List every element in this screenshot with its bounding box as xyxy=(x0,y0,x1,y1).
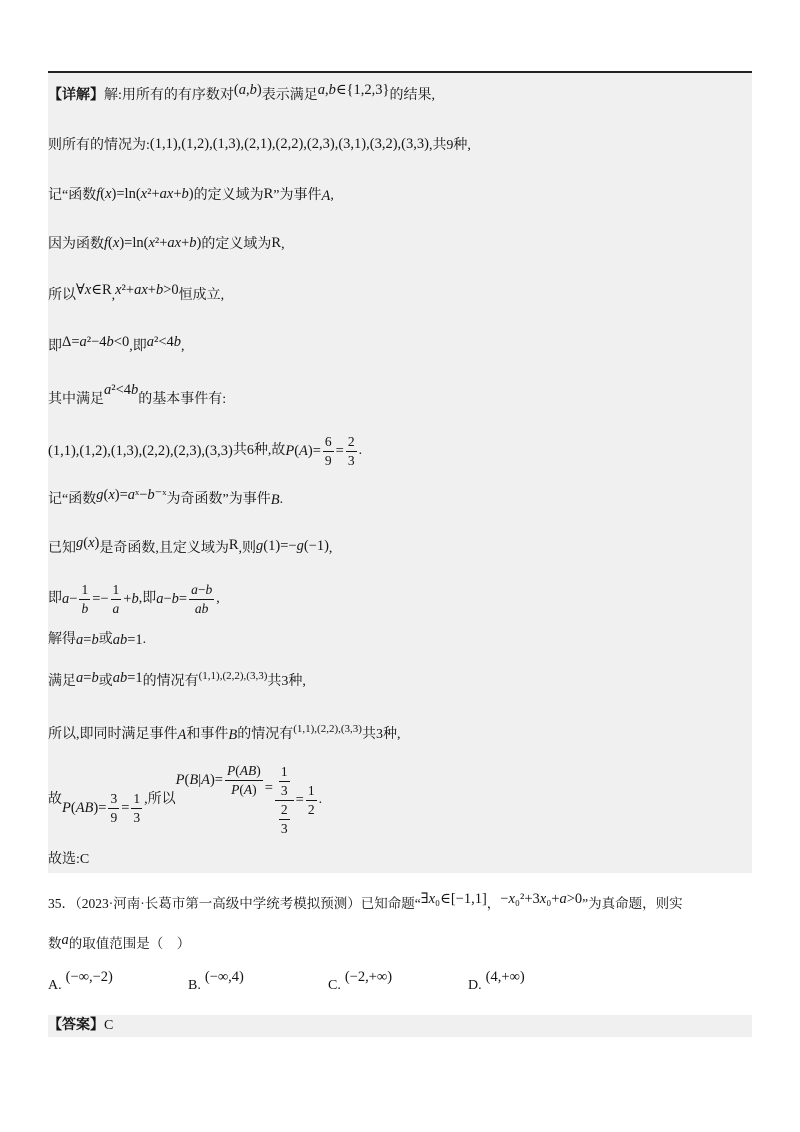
math-variable: b xyxy=(173,334,182,350)
fraction-numerator xyxy=(225,762,263,781)
fraction-denominator xyxy=(323,452,334,470)
text-run: 的取值范围是（ ） xyxy=(68,936,191,951)
math-variable: b xyxy=(189,235,197,251)
fraction xyxy=(279,801,290,838)
text-run: 共3种, xyxy=(361,727,401,742)
math-expression: x²+ax+b>0 xyxy=(115,282,179,298)
math-expression xyxy=(228,726,237,744)
math-variable: A xyxy=(201,772,210,788)
text-run: , xyxy=(330,188,334,203)
text-run: 是奇函数,且定义域为 xyxy=(99,541,229,556)
text-run: 共6种,故 xyxy=(232,443,286,458)
math-variable: P xyxy=(231,781,240,797)
math-expression: P(A)= xyxy=(285,443,321,459)
math-variable: x xyxy=(108,487,115,503)
math-expression: g(x) xyxy=(76,535,100,551)
math-expression: 6 xyxy=(324,433,332,449)
math-variable: b xyxy=(147,487,155,503)
math-variable: ab xyxy=(112,632,128,648)
fraction-denominator xyxy=(306,801,317,819)
math-expression: ∀x∈R xyxy=(76,282,112,298)
math-variable: x xyxy=(112,235,120,251)
text-run: 的结果, xyxy=(389,88,435,103)
text-run: , xyxy=(281,237,285,252)
math-variable: g xyxy=(296,538,304,554)
math-variable: a xyxy=(238,82,246,98)
fraction-numerator xyxy=(306,782,317,801)
answer-shaded-block xyxy=(48,1015,752,1037)
text-run: 共3种, xyxy=(267,674,306,689)
math-expression: 3 xyxy=(133,809,141,825)
math-variable: a xyxy=(104,382,112,398)
math-variable: g xyxy=(96,487,104,503)
math-expression xyxy=(322,187,331,205)
math-variable: P xyxy=(285,443,295,459)
text-run: 即 xyxy=(48,339,62,354)
math-expression: (a,b) xyxy=(233,82,262,98)
math-expression: a−b= xyxy=(156,591,188,607)
math-variable: f xyxy=(104,235,109,251)
math-expression: 1 xyxy=(307,782,315,798)
text-run: 解:用所有的有序数对 xyxy=(104,88,234,103)
text-run: 所以,即同时满足事件 xyxy=(48,727,178,742)
fraction xyxy=(279,763,290,800)
text-run: 的定义域为 xyxy=(193,188,264,203)
math-expression: 1 xyxy=(81,581,89,597)
math-expression: ab=1 xyxy=(112,670,143,686)
math-expression: P(AB) xyxy=(226,762,261,778)
math-variable: A xyxy=(321,188,331,204)
text-run: , xyxy=(216,591,220,606)
math-variable: a xyxy=(79,334,87,350)
math-expression: g(1)=−g(−1) xyxy=(256,538,329,554)
math-variable: ax xyxy=(159,186,174,202)
fraction-denominator xyxy=(279,820,290,838)
text-run: ,共9种, xyxy=(428,138,471,153)
fraction-numerator xyxy=(275,763,294,801)
math-expression: 3 xyxy=(347,452,355,468)
option-label: D. xyxy=(468,978,482,993)
text-run: ,即 xyxy=(138,591,157,606)
math-variable: P xyxy=(226,762,236,778)
math-variable: b xyxy=(91,670,99,686)
math-expression xyxy=(195,601,209,616)
math-variable: ab xyxy=(112,670,128,686)
math-variable: b xyxy=(171,591,179,607)
math-expression: 1 xyxy=(133,790,141,806)
math-expression: a,b∈{1,2,3} xyxy=(317,82,390,98)
math-variable: a xyxy=(191,581,198,597)
text-run: 故 xyxy=(48,792,62,807)
fraction-numerator xyxy=(323,433,334,452)
fraction-numerator xyxy=(189,581,214,600)
option-value: (−∞,4) xyxy=(204,968,244,985)
math-variable: a xyxy=(62,591,70,607)
fraction xyxy=(323,433,334,470)
math-variable: a xyxy=(156,591,164,607)
math-expression: P(A) xyxy=(231,781,257,797)
math-variable: x xyxy=(105,186,112,202)
math-expression xyxy=(178,726,187,744)
math-variable: a xyxy=(127,487,136,503)
text-run: . xyxy=(142,632,147,647)
math-expression: 1 xyxy=(280,763,288,779)
text-run: 表示满足 xyxy=(261,88,318,103)
math-variable: b xyxy=(91,632,99,648)
math-expression: 1 xyxy=(112,581,120,597)
math-variable: g xyxy=(256,538,264,554)
math-variable: x xyxy=(428,891,436,907)
fraction-numerator xyxy=(108,790,119,809)
math-expression: ab=1 xyxy=(112,632,143,648)
math-expression: = xyxy=(335,443,344,459)
text-run: ”为真命题，则实 xyxy=(582,896,683,911)
math-expression: 3 xyxy=(280,782,288,798)
math-variable: B xyxy=(189,772,199,788)
math-variable: a xyxy=(112,600,120,616)
math-variable: P xyxy=(62,800,71,816)
math-variable: x xyxy=(88,535,95,551)
text-run: ， xyxy=(486,896,501,911)
text-run: 满足 xyxy=(48,674,76,689)
math-expression: 9 xyxy=(110,809,118,825)
text-run: 已知 xyxy=(48,541,76,556)
text-run: 解得 xyxy=(48,632,76,647)
option-value: (−∞,−2) xyxy=(65,968,113,985)
fraction-denominator xyxy=(108,809,119,827)
math-expression: ∃x₀∈[−1,1] xyxy=(420,891,487,907)
math-expression: 9 xyxy=(324,452,332,468)
math-variable: g xyxy=(76,535,84,551)
math-expression: R xyxy=(271,235,282,251)
math-variable: a xyxy=(76,670,84,686)
option-label: C. xyxy=(328,978,341,993)
math-variable: ab xyxy=(194,600,209,616)
text-run: 数 xyxy=(48,936,62,951)
text-run: 所以 xyxy=(48,288,76,303)
math-variable: x xyxy=(140,186,148,202)
math-variable: A xyxy=(299,443,308,459)
math-variable: b xyxy=(205,581,213,597)
math-variable: A xyxy=(243,781,253,797)
math-variable: a xyxy=(61,932,69,948)
math-expression: 2 xyxy=(307,801,315,817)
fraction-denominator xyxy=(279,782,290,800)
text-run: , xyxy=(328,541,333,556)
fraction-numerator xyxy=(279,801,290,820)
math-expression: a− xyxy=(62,591,78,607)
answer-label: 【答案】 xyxy=(48,1018,104,1033)
math-expression: 2 xyxy=(280,801,288,817)
text-run: . xyxy=(318,792,323,807)
text-run: . xyxy=(279,492,284,507)
math-variable: b xyxy=(131,382,139,398)
math-expression: Δ=a²−4b<0 xyxy=(62,334,130,350)
option-value: (−2,+∞) xyxy=(344,968,393,985)
fraction-numerator xyxy=(279,763,290,782)
math-expression: (1,1),(2,2),(3,3) xyxy=(198,670,268,682)
math-expression: 3 xyxy=(110,790,118,806)
text-run: 的基本事件有: xyxy=(138,392,227,407)
math-expression: a²<4b xyxy=(104,382,139,398)
text-run: 和事件 xyxy=(186,727,229,742)
math-expression: = xyxy=(121,800,130,816)
math-variable: a xyxy=(559,891,567,907)
text-run: 或 xyxy=(98,632,113,647)
fraction xyxy=(131,790,142,827)
math-expression: R xyxy=(263,186,274,202)
option-value: (4,+∞) xyxy=(485,968,525,985)
text-run: ,则 xyxy=(238,541,257,556)
math-variable: b xyxy=(131,591,139,607)
math-expression: a=b xyxy=(76,670,99,686)
math-variable: x xyxy=(84,282,92,298)
math-variable: x xyxy=(115,282,122,298)
math-expression: 2 xyxy=(347,433,355,449)
text-run: ”为事件 xyxy=(273,188,322,203)
text-run: 或 xyxy=(98,674,113,689)
math-expression: P(B|A)= xyxy=(175,772,223,788)
math-variable: ax xyxy=(134,282,148,298)
text-run: 因为函数 xyxy=(48,237,104,252)
math-expression: (1,1),(1,2),(1,3),(2,1),(2,2),(2,3),(3,1),(3,2),(3,3) xyxy=(149,136,429,152)
math-variable: AB xyxy=(239,762,257,778)
text-run: 35．（2023·河南·长葛市第一高级中学统考模拟预测）已知命题“ xyxy=(48,896,421,911)
text-run: 的情况有 xyxy=(237,727,294,742)
math-expression: (1,1),(1,2),(1,3),(2,2),(2,3),(3,3) xyxy=(48,443,233,459)
fraction xyxy=(306,782,317,819)
math-expression: R xyxy=(228,537,239,553)
text-run: 为奇函数”为事件 xyxy=(166,492,271,507)
option-label: A. xyxy=(48,978,62,993)
fraction-denominator xyxy=(193,600,211,618)
math-variable: AB xyxy=(75,800,94,816)
math-variable: b xyxy=(106,334,114,350)
fraction xyxy=(189,581,214,618)
math-expression: 3 xyxy=(280,820,288,836)
math-expression: −x₀²+3x₀+a>0 xyxy=(500,891,583,907)
fraction xyxy=(275,763,294,838)
math-variable: x xyxy=(508,891,515,907)
math-variable: b xyxy=(328,82,336,98)
fraction xyxy=(108,790,119,827)
math-expression: f(x)=ln(x²+ax+b) xyxy=(104,235,202,251)
math-expression: g(x)=aˣ−b⁻ˣ xyxy=(96,487,167,503)
text-run: ,即 xyxy=(129,339,147,354)
math-variable: b xyxy=(249,82,257,98)
math-expression: = xyxy=(295,792,304,808)
math-expression: f(x)=ln(x²+ax+b) xyxy=(96,186,194,202)
math-variable: B xyxy=(270,492,280,508)
answer-value: C xyxy=(104,1018,114,1033)
math-expression: +b xyxy=(123,591,139,607)
text-run: , xyxy=(181,339,185,354)
math-variable: f xyxy=(96,186,101,202)
math-expression: a−b xyxy=(191,581,213,597)
math-variable: a xyxy=(146,334,154,350)
text-run: 的情况有 xyxy=(142,674,199,689)
math-variable: b xyxy=(155,282,164,298)
text-run: 则所有的情况为: xyxy=(48,138,150,153)
math-expression: =− xyxy=(92,591,109,607)
math-expression: a²<4b xyxy=(146,334,182,350)
text-run: . xyxy=(358,443,363,458)
fraction-numerator xyxy=(346,433,357,452)
fraction xyxy=(346,433,357,470)
math-variable: B xyxy=(228,727,238,743)
fraction-numerator xyxy=(131,790,142,809)
text-run: 记“函数 xyxy=(48,188,97,203)
math-variable: P xyxy=(175,772,185,788)
math-variable: ax xyxy=(167,235,182,251)
option-label: B. xyxy=(188,978,201,993)
text-run: 恒成立, xyxy=(178,288,225,303)
fraction-denominator xyxy=(346,452,357,470)
fraction-denominator xyxy=(131,809,142,827)
text-run: 故选:C xyxy=(48,852,90,867)
text-run: , xyxy=(111,288,116,303)
text-run: 的定义域为 xyxy=(201,237,272,252)
math-variable: b xyxy=(181,186,189,202)
math-expression: = xyxy=(264,780,273,796)
fraction-denominator xyxy=(275,801,294,838)
text-run: 记“函数 xyxy=(48,492,97,507)
math-expression: P(AB)= xyxy=(62,800,107,816)
text-run: 其中满足 xyxy=(48,392,104,407)
fraction xyxy=(225,762,263,799)
math-variable: b xyxy=(81,600,89,616)
math-variable: A xyxy=(177,727,187,743)
answer-line xyxy=(48,981,113,1071)
fraction-denominator xyxy=(229,781,259,799)
text-run: ,所以 xyxy=(144,792,176,807)
math-variable: a xyxy=(76,632,84,648)
math-expression: a=b xyxy=(76,632,99,648)
math-expression: (1,1),(2,2),(3,3) xyxy=(293,723,362,735)
math-variable: x xyxy=(539,891,547,907)
text-run: 【详解】 xyxy=(48,88,104,103)
text-run: 即 xyxy=(48,591,62,606)
math-variable: a xyxy=(317,82,325,98)
math-variable: x xyxy=(148,235,155,251)
